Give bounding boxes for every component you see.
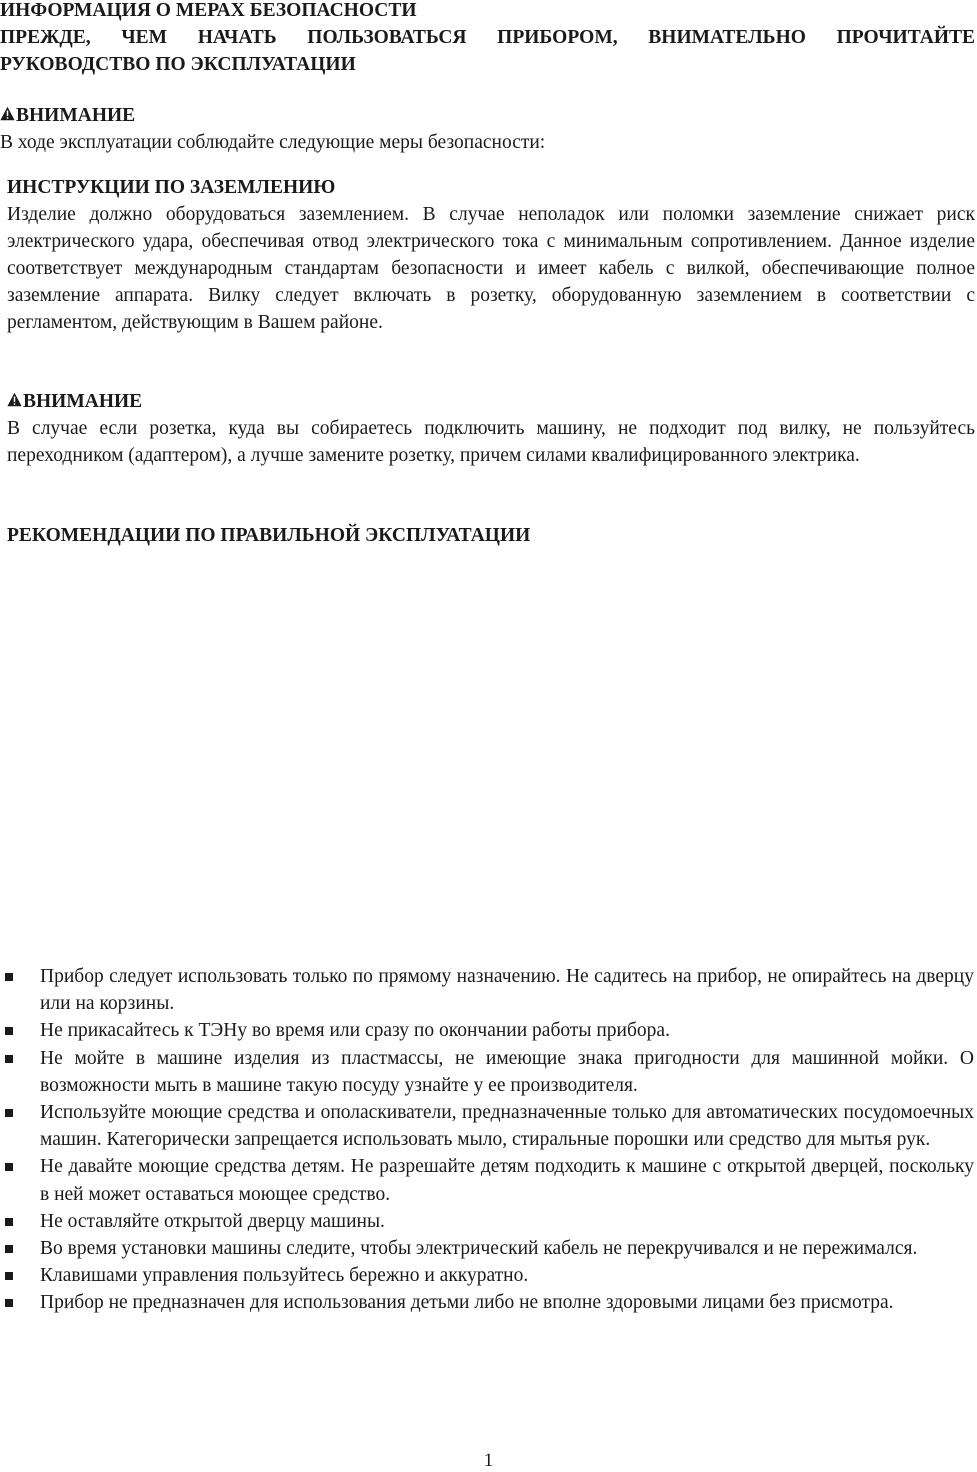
bullet-square-icon xyxy=(5,1163,13,1171)
page-number: 1 xyxy=(483,1450,494,1471)
recommendations-list xyxy=(0,963,974,1317)
list-item-text: Клавишами управления пользуйтесь бережно и аккуратно. xyxy=(40,1265,529,1287)
warning-triangle-icon xyxy=(7,389,23,415)
list-item xyxy=(0,1289,974,1316)
list-item-text: Во время установки машины следите, чтобы электрический кабель не перекручивался и не пережимался. xyxy=(40,1238,918,1260)
warning-section-2 xyxy=(7,389,975,469)
bullet-square-icon xyxy=(5,1109,13,1117)
document-title: ИНФОРМАЦИЯ О МЕРАХ БЕЗОПАСНОСТИ xyxy=(0,0,417,21)
list-item xyxy=(0,1045,974,1099)
grounding-heading: ИНСТРУКЦИИ ПО ЗАЗЕМЛЕНИЮ xyxy=(7,177,336,198)
warning-label-1: ВНИМАНИЕ xyxy=(16,105,136,126)
recommendations-heading: РЕКОМЕНДАЦИИ ПО ПРАВИЛЬНОЙ ЭКСПЛУАТАЦИИ xyxy=(7,525,531,546)
list-item xyxy=(0,1099,974,1153)
warning-triangle-icon xyxy=(0,103,16,129)
list-item xyxy=(0,1208,974,1235)
list-item xyxy=(0,1153,974,1207)
list-item xyxy=(0,963,974,1017)
list-item xyxy=(0,1235,974,1262)
bullet-square-icon xyxy=(5,1299,13,1307)
warning-heading-1 xyxy=(0,103,975,129)
bullet-square-icon xyxy=(5,1245,13,1253)
bullet-square-icon xyxy=(5,1272,13,1280)
list-item-text: Не мойте в машине изделия из пластмассы, не имеющие знака пригодности для машинной мойки. О возможности мыть в машине такую посуду узнайте у ее производителя. xyxy=(40,1047,974,1096)
warning-text-2: В случае если розетка, куда вы собираетесь подключить машину, не подходит под вилку, не пользуйтесь переходником (адаптером), а лучше замените розетку, причем силами квалифицированного электрика. xyxy=(7,418,975,466)
warning-text-1: В ходе эксплуатации соблюдайте следующие меры безопасности: xyxy=(0,132,546,153)
list-item-text: Прибор следует использовать только по прямому назначению. Не садитесь на прибор, не опирайтесь на дверцу или на корзины. xyxy=(40,966,974,1015)
grounding-section xyxy=(7,175,975,336)
list-item-text: Не прикасайтесь к ТЭНу во время или сразу по окончании работы прибора. xyxy=(40,1020,670,1042)
warning-heading-2 xyxy=(7,389,975,415)
list-item-text: Не давайте моющие средства детям. Не разрешайте детям подходить к машине с открытой дверцей, поскольку в ней может оставаться моющее средство. xyxy=(40,1156,974,1205)
list-item-text: Прибор не предназначен для использования детьми либо не вполне здоровыми лицами без присмотра. xyxy=(40,1292,894,1314)
bullet-square-icon xyxy=(5,1218,13,1226)
bullet-square-icon xyxy=(5,1055,13,1063)
warning-label-2: ВНИМАНИЕ xyxy=(23,391,143,412)
document-subtitle: ПРЕЖДЕ, ЧЕМ НАЧАТЬ ПОЛЬЗОВАТЬСЯ ПРИБОРОМ, ВНИМАТЕЛЬНО ПРОЧИТАЙТЕ РУКОВОДСТВО ПО ЭКСПЛУАТАЦИИ xyxy=(0,27,975,75)
list-item xyxy=(0,1017,974,1044)
grounding-text: Изделие должно оборудоваться заземлением. В случае неполадок или поломки заземление снижает риск электрического удара, обеспечивая отвод электрического тока с минимальным сопротивлением. Данное изделие соответствует международным стандартам безопасности и имеет кабель с вилкой, обеспечивающие полное заземление аппарата. Вилку следует включать в розетку, оборудованную заземлением в соответствии с регламентом, действующим в Вашем районе. xyxy=(7,204,975,333)
list-item-text: Не оставляйте открытой дверцу машины. xyxy=(40,1210,385,1232)
warning-section-1 xyxy=(0,103,975,157)
bullet-square-icon xyxy=(5,1027,13,1035)
list-item-text: Используйте моющие средства и ополаскиватели, предназначенные только для автоматических посудомоечных машин. Категорически запрещается использовать мыло, стиральные порошки или средство для мытья рук. xyxy=(40,1102,974,1151)
list-item xyxy=(0,1262,974,1289)
bullet-square-icon xyxy=(5,973,13,981)
